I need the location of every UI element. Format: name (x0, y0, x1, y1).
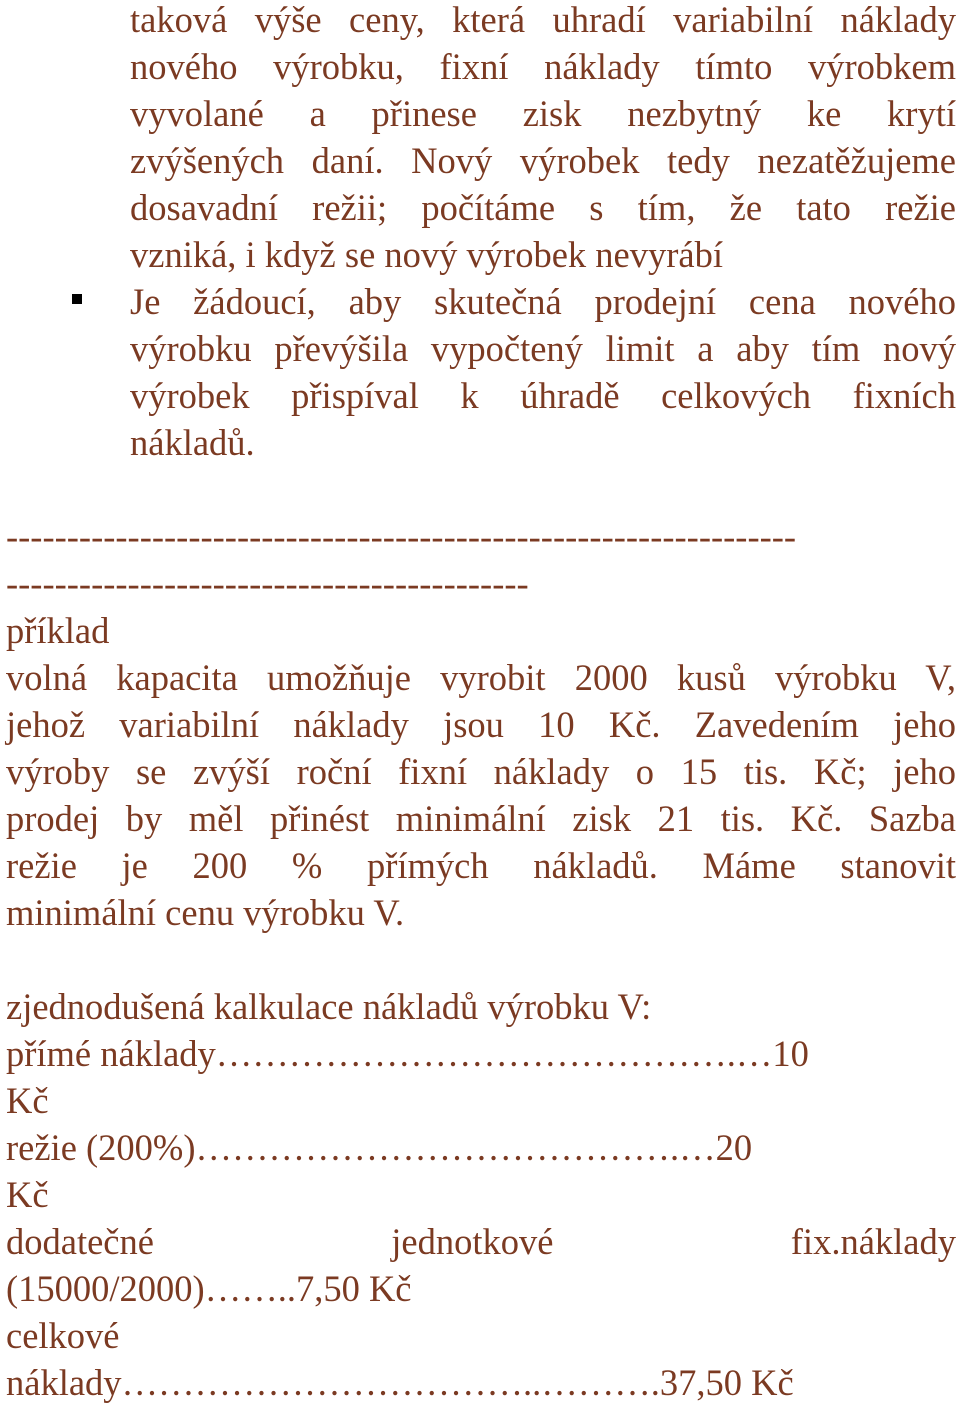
example-line: jehož variabilní náklady jsou 10 Kč. Zavedením jeho (6, 704, 956, 745)
example-line: volná kapacita umožňuje vyrobit 2000 kusů výrobku V, (6, 657, 956, 698)
calculation-line: celkové (6, 1315, 120, 1356)
calculation-line: náklady……………………………..……….37,50 Kč (6, 1362, 794, 1403)
paragraph-line: zvýšených daní. Nový výrobek tedy nezatěžujeme (130, 140, 956, 181)
bullet-line: nákladů. (130, 422, 255, 463)
bullet-square-icon (72, 294, 82, 304)
separator-line: ----------------------------------------------------------------- (6, 516, 797, 557)
paragraph-line: vyvolané a přinese zisk nezbytný ke krytí (130, 93, 956, 134)
example-line: minimální cenu výrobku V. (6, 892, 405, 933)
bullet-line: výrobek přispíval k úhradě celkových fixních (130, 375, 956, 416)
calculation-line: (15000/2000)……..7,50 Kč (6, 1268, 412, 1309)
calculation-line: Kč (6, 1080, 49, 1121)
example-line: výroby se zvýší roční fixní náklady o 15 tis. Kč; jeho (6, 751, 956, 792)
separator-line: ------------------------------------------- (6, 563, 529, 604)
paragraph-line: nového výrobku, fixní náklady tímto výrobkem (130, 46, 956, 87)
calculation-line: Kč (6, 1174, 49, 1215)
calculation-title: zjednodušená kalkulace nákladů výrobku V: (6, 986, 652, 1027)
calculation-line: dodatečné jednotkové fix.náklady (6, 1221, 956, 1262)
example-line: režie je 200 % přímých nákladů. Máme stanovit (6, 845, 956, 886)
paragraph-line: taková výše ceny, která uhradí variabilní náklady (130, 0, 956, 40)
bullet-line: výrobku převýšila vypočtený limit a aby tím nový (130, 328, 956, 369)
paragraph-line: vzniká, i když se nový výrobek nevyrábí (130, 234, 723, 275)
paragraph-line: dosavadní režii; počítáme s tím, že tato režie (130, 187, 956, 228)
bullet-line: Je žádoucí, aby skutečná prodejní cena nového (130, 281, 956, 322)
example-line: prodej by měl přinést minimální zisk 21 tis. Kč. Sazba (6, 798, 956, 839)
calculation-line: režie (200%)………………………………….…20 (6, 1127, 753, 1168)
example-heading: příklad (6, 610, 110, 651)
calculation-line: přímé náklady…………………………………….…10 (6, 1033, 809, 1074)
